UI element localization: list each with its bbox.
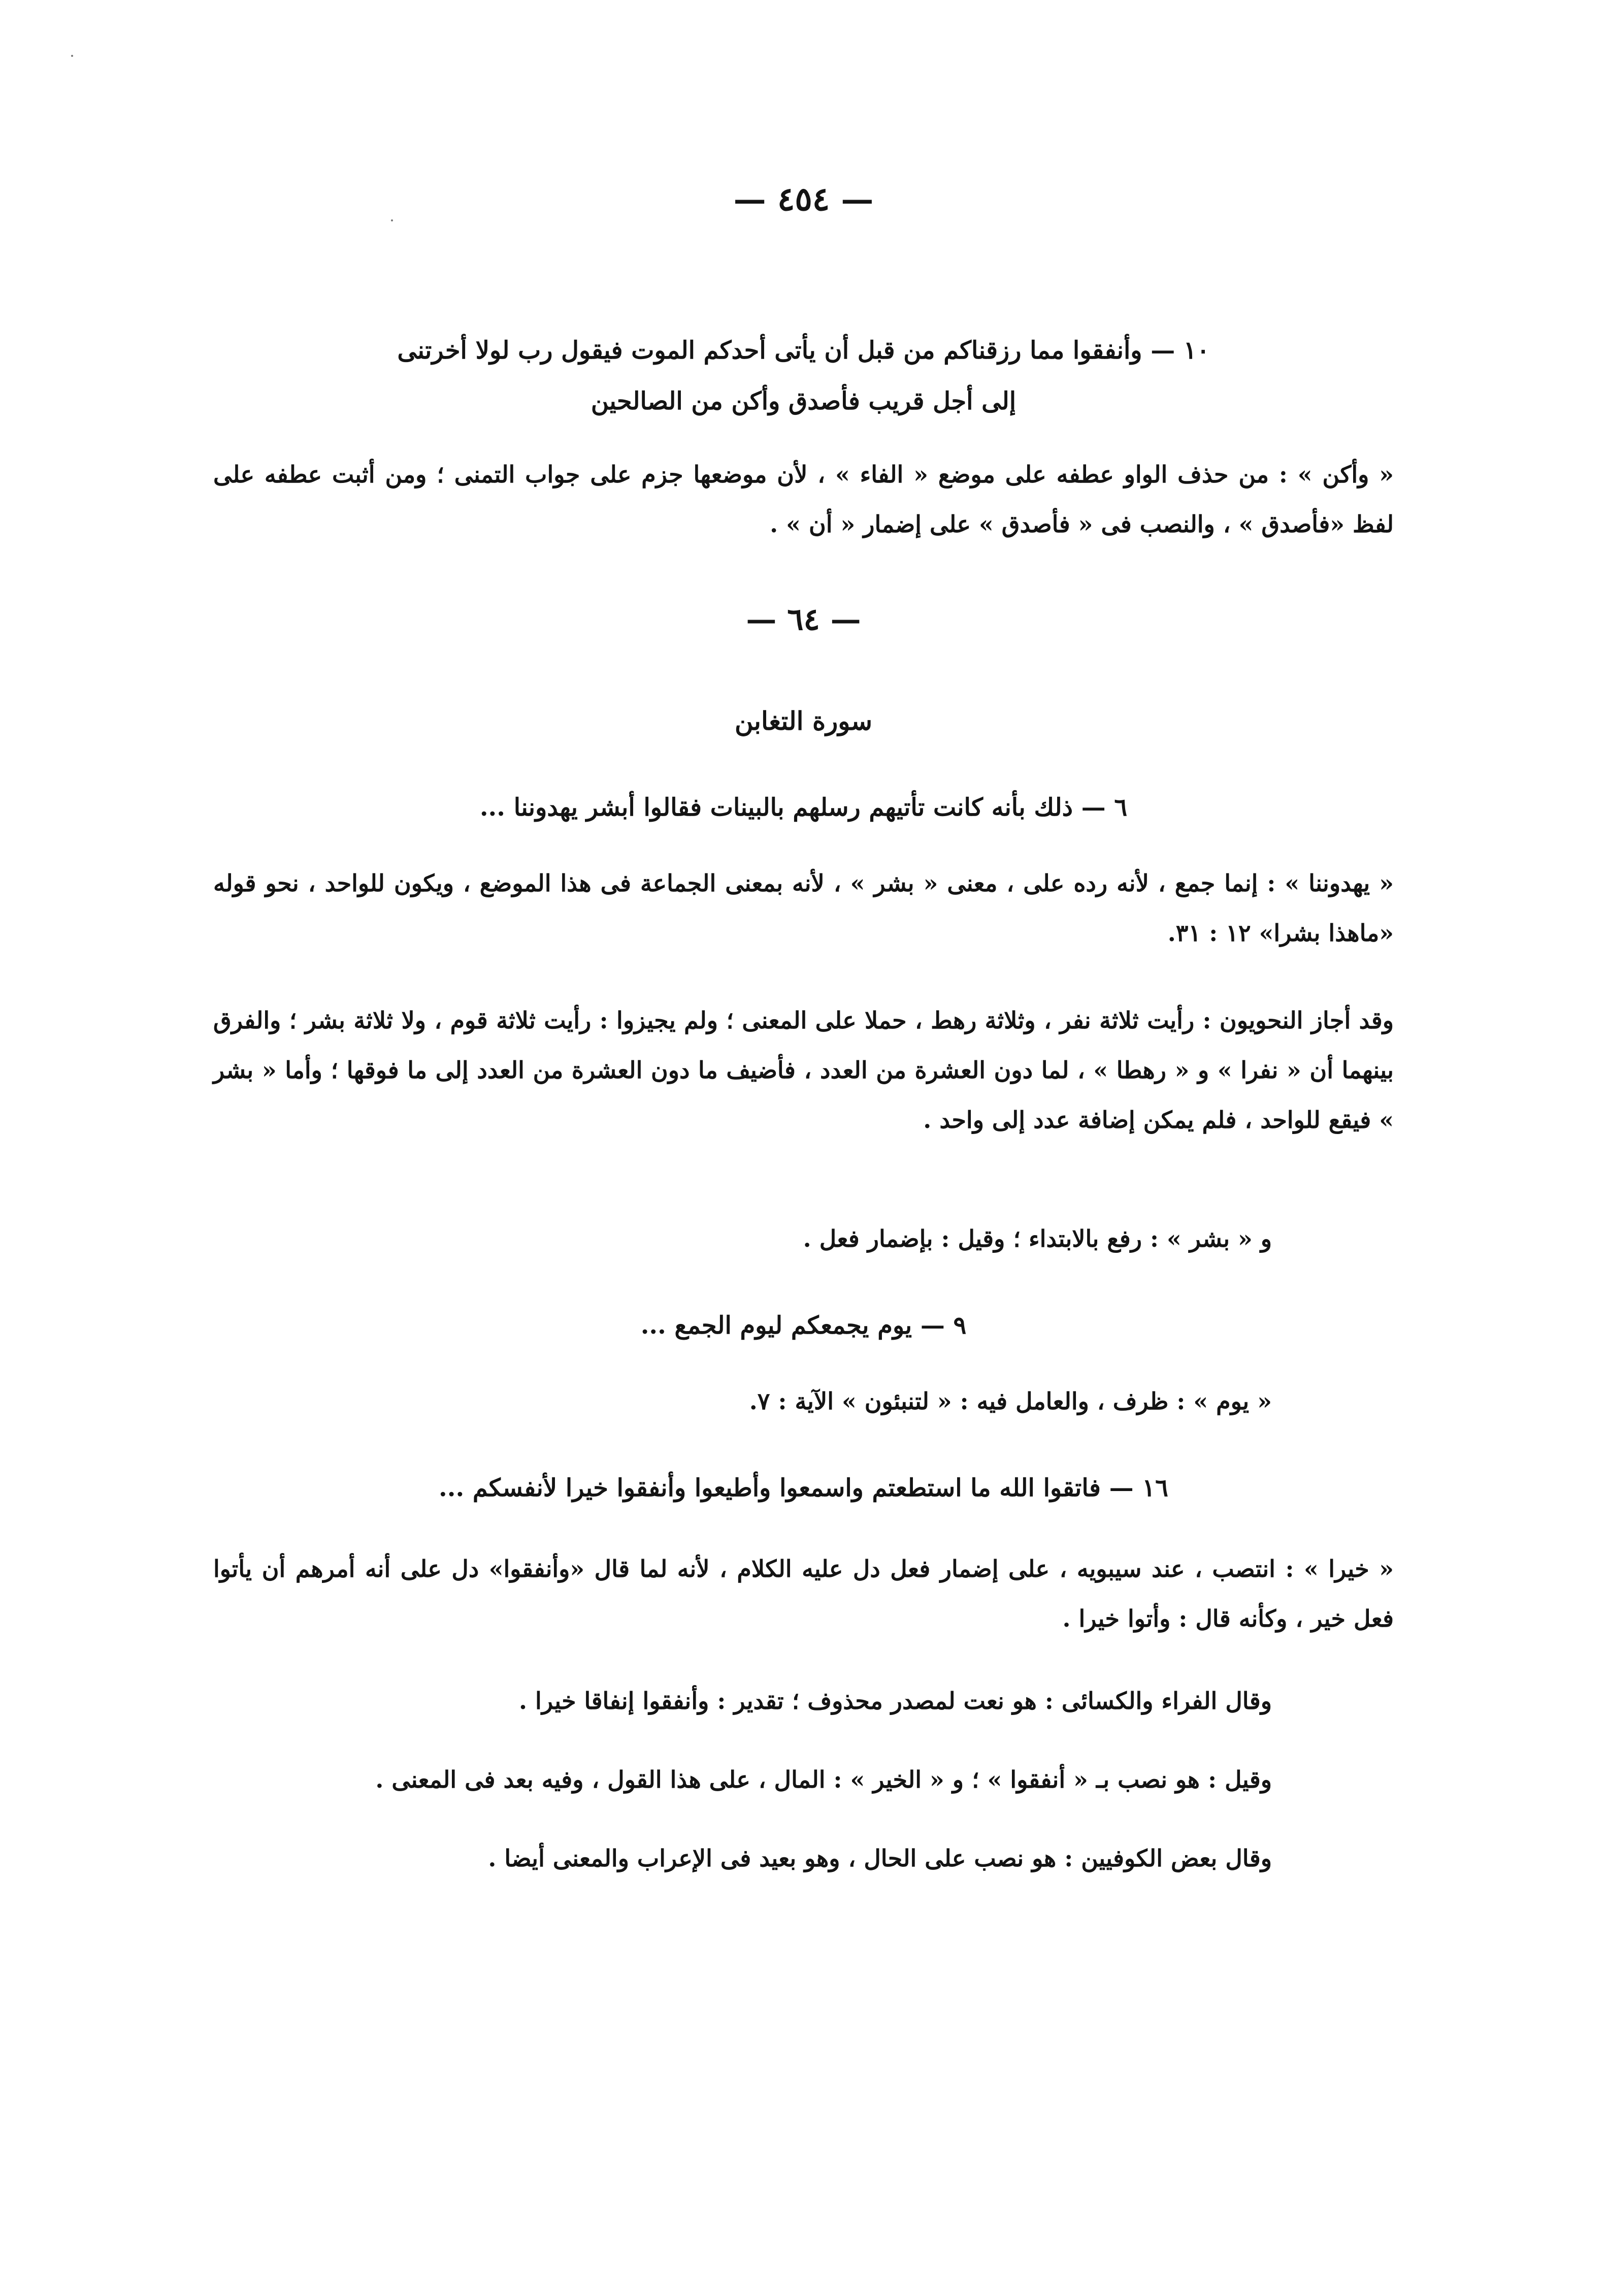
page-number: — ٤٥٤ — — [733, 180, 874, 218]
commentary-verse-6-a: « يهدوننا » : إنما جمع ، لأنه رده على ، معنى « بشر » ، لأنه بمعنى الجماعة فى هذا الموضع ، ويكون للواحد ، نحو قوله «ماهذا بشرا» ١٢ : ٣١. — [213, 869, 1394, 947]
verse-9: ٩ — يوم يجمعكم ليوم الجمع ... — [640, 1311, 967, 1340]
commentary-verse-10: « وأكن » : من حذف الواو عطفه على موضع « الفاء » ، لأن موضعها جزم على جواب التمنى ؛ ومن أثبت عطفه على لفظ «فأصدق » ، والنصب فى « فأصدق » على إضمار « أن » . — [213, 461, 1394, 538]
section-number: — ٦٤ — — [746, 602, 861, 637]
commentary-verse-9: « يوم » : ظرف ، والعامل فيه : « لتنبئون » الآية : ٧. — [749, 1387, 1272, 1415]
commentary-verse-16-d: وقال بعض الكوفيين : هو نصب على الحال ، وهو بعيد فى الإعراب والمعنى أيضا . — [488, 1845, 1272, 1872]
verse-10 — [213, 325, 1394, 427]
commentary-verse-16-a: « خيرا » : انتصب ، عند سيبويه ، على إضمار فعل دل عليه الكلام ، لأنه لما قال «وأنفقوا» دل على أنه أمرهم أن يأتوا فعل خير ، وكأنه قال : وأتوا خيرا . — [213, 1555, 1394, 1632]
commentary-verse-16-b: وقال الفراء والكسائى : هو نعت لمصدر محذوف ؛ تقدير : وأنفقوا إنفاقا خيرا . — [519, 1687, 1272, 1715]
verse-6: ٦ — ذلك بأنه كانت تأتيهم رسلهم بالبينات فقالوا أبشر يهدوننا ... — [479, 793, 1128, 822]
commentary-verse-16-c: وقيل : هو نصب بـ « أنفقوا » ؛ و « الخير » : المال ، على هذا القول ، وفيه بعد فى المعنى . — [375, 1766, 1272, 1793]
verse-10-line-1: ١٠ — وأنفقوا مما رزقناكم من قبل أن يأتى أحدكم الموت فيقول رب لولا أخرتنى — [397, 336, 1210, 365]
verse-10-line-2: إلى أجل قريب فأصدق وأكن من الصالحين — [591, 387, 1016, 415]
verse-16: ١٦ — فاتقوا الله ما استطعتم واسمعوا وأطيعوا وأنفقوا خيرا لأنفسكم ... — [439, 1474, 1168, 1502]
scan-speck — [71, 55, 73, 57]
surah-title: سورة التغابن — [734, 706, 873, 736]
commentary-verse-6-b: وقد أجاز النحويون : رأيت ثلاثة نفر ، وثلاثة رهط ، حملا على المعنى ؛ ولم يجيزوا : رأيت ثلاثة قوم ، ولا ثلاثة بشر ؛ والفرق بينهما أن « نفرا » و « رهطا » ، لما دون العشرة من العدد ، فأضيف ما دون العشرة من العدد إلى ما فوقها ؛ وأما « بشر » فيقع للواحد ، فلم يمكن إضافة عدد إلى واحد . — [213, 1007, 1394, 1134]
scan-speck — [391, 219, 393, 221]
commentary-verse-6-c: و « بشر » : رفع بالابتداء ؛ وقيل : بإضمار فعل . — [803, 1225, 1272, 1252]
